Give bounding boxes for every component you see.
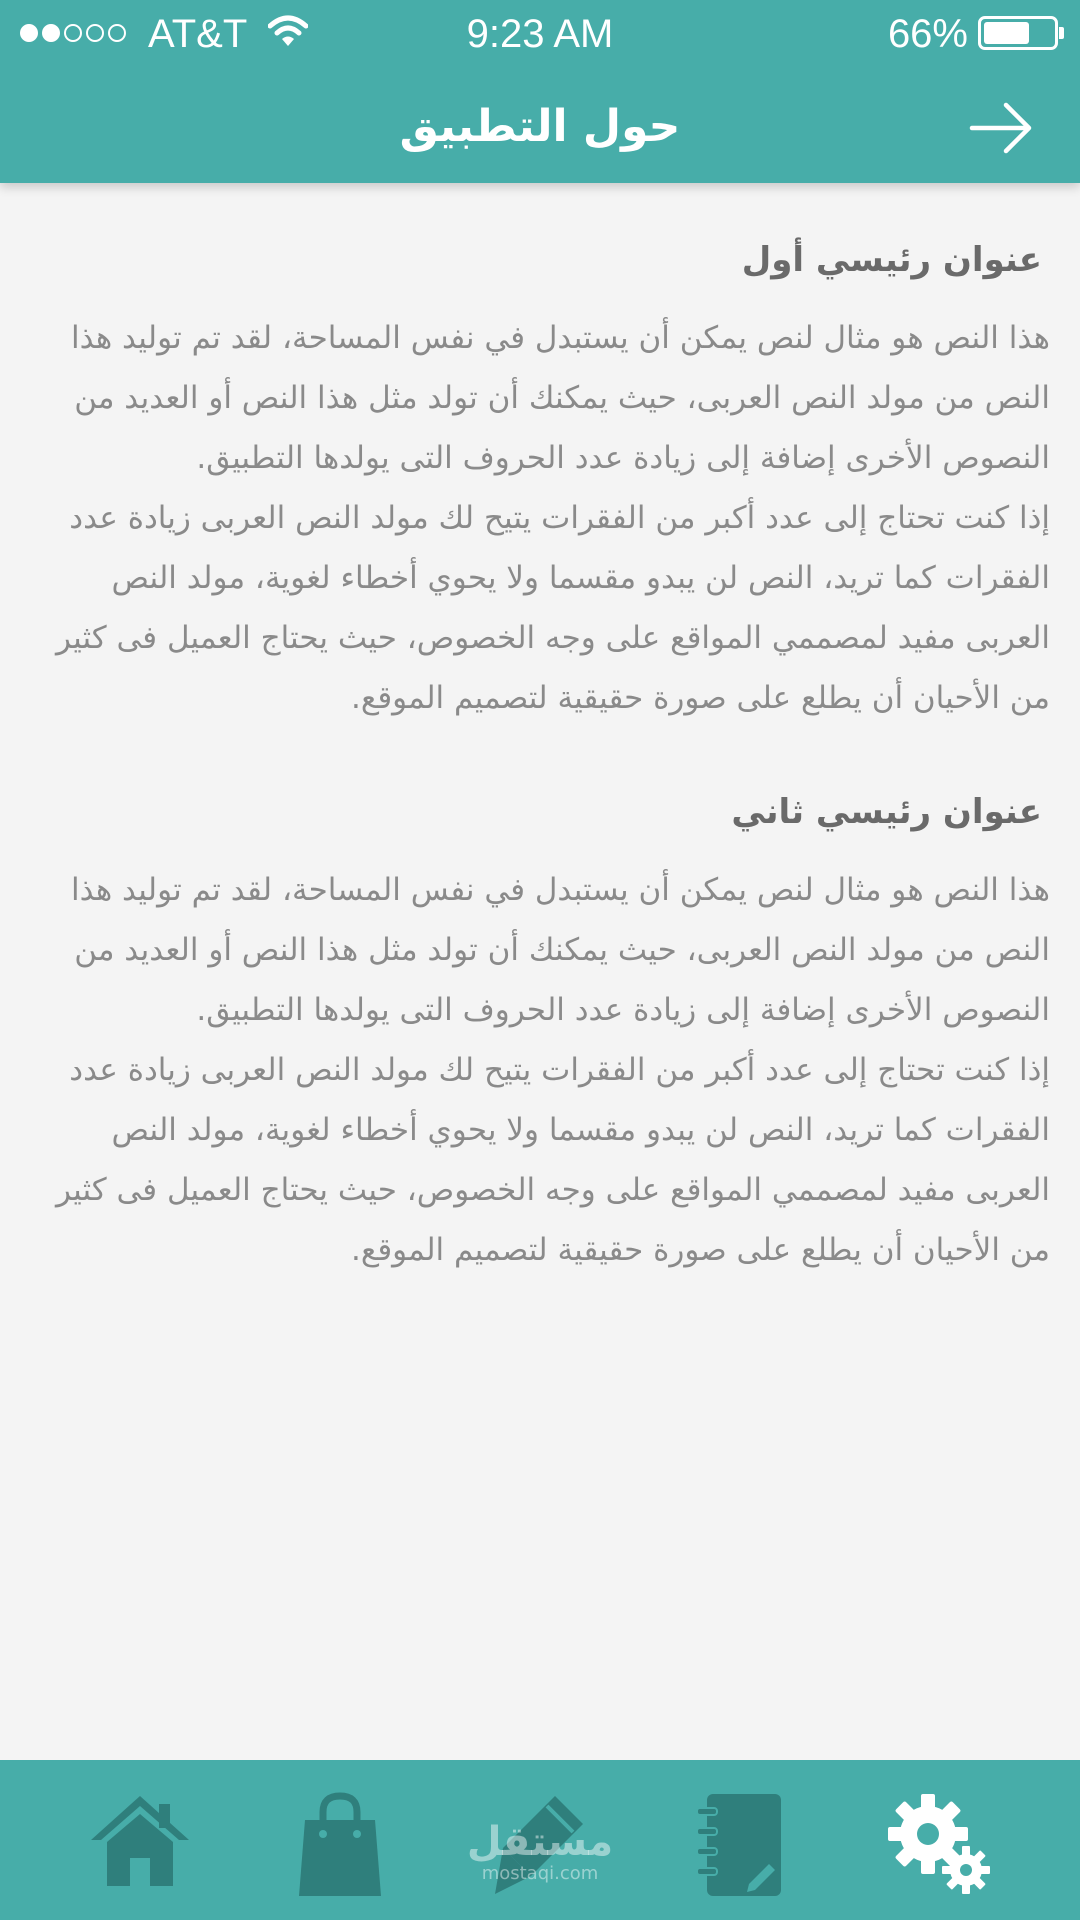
arrow-right-icon — [966, 98, 1036, 158]
gear-icon — [880, 1790, 1000, 1900]
content-area — [40, 230, 1050, 1280]
watermark-arabic: مستقل — [466, 1819, 614, 1865]
content-section — [40, 230, 1050, 728]
tab-shop[interactable] — [280, 1790, 400, 1900]
battery-level — [984, 22, 1029, 44]
content-section — [40, 782, 1050, 1280]
status-bar — [0, 0, 1080, 68]
tab-home[interactable] — [80, 1790, 200, 1900]
status-time: 9:23 AM — [466, 12, 614, 56]
watermark-latin: mostaqi.com — [481, 1863, 599, 1884]
back-button[interactable] — [966, 98, 1036, 158]
battery-icon — [978, 16, 1058, 50]
page-title: حول التطبيق — [399, 101, 681, 152]
tab-settings[interactable] — [880, 1790, 1000, 1900]
home-icon — [85, 1790, 195, 1890]
carrier-label: AT&T — [148, 12, 248, 56]
battery-percent: 66% — [887, 12, 968, 56]
top-bar — [0, 0, 1080, 183]
section-title: عنوان رئيسي أول — [741, 240, 1042, 280]
mostaql-watermark — [440, 1820, 640, 1884]
notebook-icon — [685, 1790, 795, 1900]
section-body: هذا النص هو مثال لنص يمكن أن يستبدل في نفس المساحة، لقد تم توليد هذا النص من مولد النص العربى، حيث يمكنك أن تولد مثل هذا النص أو العديد من النصوص الأخرى إضافة إلى زيادة عدد الحروف التى يولدها التطبيق. إذا كنت تحتاج إلى عدد أكبر من الفقرات يتيح لك مولد النص العربى زيادة عدد الفقرات كما تريد، النص لن يبدو مقسما ولا يحوي أخطاء لغوية، مولد النص العربى مفيد لمصممي المواقع على وجه الخصوص، حيث يحتاج العميل فى كثير من الأحيان أن يطلع على صورة حقيقية لتصميم الموقع. — [56, 320, 1050, 716]
shopping-bag-icon — [285, 1790, 395, 1900]
section-title: عنوان رئيسي ثاني — [731, 792, 1042, 832]
tab-notes[interactable] — [680, 1790, 800, 1900]
battery-tip — [1059, 27, 1064, 39]
section-body: هذا النص هو مثال لنص يمكن أن يستبدل في نفس المساحة، لقد تم توليد هذا النص من مولد النص العربى، حيث يمكنك أن تولد مثل هذا النص أو العديد من النصوص الأخرى إضافة إلى زيادة عدد الحروف التى يولدها التطبيق. إذا كنت تحتاج إلى عدد أكبر من الفقرات يتيح لك مولد النص العربى زيادة عدد الفقرات كما تريد، النص لن يبدو مقسما ولا يحوي أخطاء لغوية، مولد النص العربى مفيد لمصممي المواقع على وجه الخصوص، حيث يحتاج العميل فى كثير من الأحيان أن يطلع على صورة حقيقية لتصميم الموقع. — [56, 872, 1050, 1268]
